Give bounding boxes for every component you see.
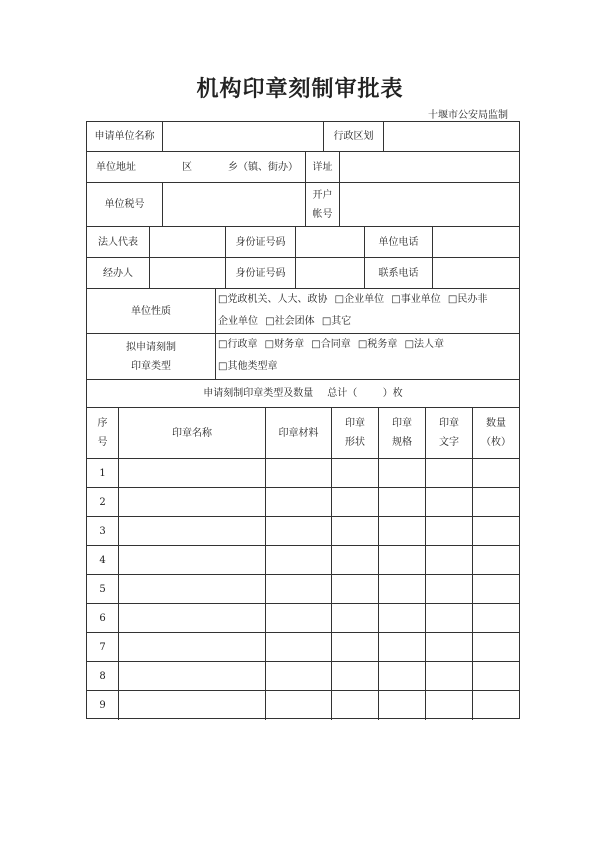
col-header-material: 印章材料 xyxy=(278,427,319,439)
account-label xyxy=(306,183,339,226)
seal-type-label-line2: 印章类型 xyxy=(131,360,171,372)
row-number: 8 xyxy=(99,670,106,682)
row-divider xyxy=(87,574,519,575)
seal-summary-total: 总计（ ）枚 xyxy=(327,388,403,399)
tax-field[interactable] xyxy=(163,183,305,226)
legal-rep-field[interactable] xyxy=(150,227,225,257)
account-field[interactable] xyxy=(340,183,519,226)
address-township: 乡（镇、街办） xyxy=(228,161,298,173)
handler-id-label: 身份证号码 xyxy=(235,267,286,279)
row-number: 7 xyxy=(99,641,106,653)
row-divider xyxy=(87,545,519,546)
row-number: 9 xyxy=(99,699,106,711)
row-divider xyxy=(87,458,519,459)
district-field[interactable] xyxy=(384,122,519,151)
unit-nature-label: 单位性质 xyxy=(131,305,171,317)
row-divider xyxy=(87,487,519,488)
contact-phone-field[interactable] xyxy=(433,258,519,288)
applicant-label: 申请单位名称 xyxy=(94,131,155,142)
col-header-no-line2: 号 xyxy=(97,437,108,448)
col-header-text-line1: 印章 xyxy=(439,418,459,429)
account-label-line1: 开户 xyxy=(312,189,333,201)
legal-rep-label: 法人代表 xyxy=(98,236,138,248)
col-header-shape xyxy=(332,408,378,458)
unit-phone-label: 单位电话 xyxy=(378,236,419,248)
seal-type-checkbox[interactable]: □ 其他类型章 xyxy=(218,361,277,372)
issuer-note: 十堰市公安局监制 xyxy=(428,110,508,121)
row-divider xyxy=(87,690,519,691)
row-divider xyxy=(87,632,519,633)
col-header-spec xyxy=(379,408,425,458)
col-header-spec-line1: 印章 xyxy=(392,418,412,429)
col-header-no xyxy=(87,408,118,458)
seal-type-label xyxy=(87,334,215,379)
tax-label: 单位税号 xyxy=(104,199,145,210)
nature-option-checkbox[interactable]: □ 民办非 xyxy=(448,294,487,305)
col-header-spec-line2: 规格 xyxy=(392,437,412,448)
address-district: 区 xyxy=(182,161,192,173)
seal-type-checkbox[interactable]: □ 财务章 xyxy=(265,339,304,350)
row-number: 1 xyxy=(99,467,106,479)
nature-option-checkbox[interactable]: □ 党政机关、人大、政协 xyxy=(218,294,327,305)
col-header-qty xyxy=(473,408,519,458)
seal-type-options xyxy=(218,334,518,378)
col-header-shape-line2: 形状 xyxy=(345,437,365,448)
nature-option-checkbox[interactable]: □ 事业单位 xyxy=(391,294,440,305)
col-header-name: 印章名称 xyxy=(172,427,212,439)
seal-type-checkbox[interactable]: □ 税务章 xyxy=(358,339,397,350)
seal-summary xyxy=(87,380,519,407)
row-number: 2 xyxy=(99,496,106,508)
address-label: 单位地址 xyxy=(96,161,136,173)
seal-type-checkbox[interactable]: □ 行政章 xyxy=(218,339,257,350)
col-header-text xyxy=(426,408,472,458)
nature-option-continuation: 企业单位 xyxy=(218,316,258,327)
col-header-qty-line1: 数量 xyxy=(486,418,506,429)
unit-phone-field[interactable] xyxy=(433,227,519,257)
nature-option-checkbox[interactable]: □ 社会团体 xyxy=(265,316,314,327)
district-label: 行政区划 xyxy=(333,131,374,142)
detail-label: 详址 xyxy=(312,161,333,173)
legal-rep-id-label: 身份证号码 xyxy=(235,236,286,248)
seal-type-checkbox[interactable]: □ 法人章 xyxy=(405,339,444,350)
detail-field[interactable] xyxy=(340,152,519,182)
form-title: 机构印章刻制审批表 xyxy=(196,77,404,102)
seal-summary-text: 申请刻制印章类型及数量 xyxy=(203,388,314,399)
seal-type-checkbox[interactable]: □ 合同章 xyxy=(311,339,350,350)
col-header-shape-line1: 印章 xyxy=(345,418,365,429)
handler-field[interactable] xyxy=(150,258,225,288)
legal-rep-id-field[interactable] xyxy=(296,227,364,257)
col-header-no-line1: 序 xyxy=(97,418,108,429)
row-number: 5 xyxy=(99,583,106,595)
applicant-field[interactable] xyxy=(163,122,323,151)
handler-id-field[interactable] xyxy=(296,258,364,288)
nature-option-checkbox[interactable]: □ 其它 xyxy=(322,316,351,327)
col-header-qty-line2: （枚） xyxy=(481,437,511,448)
col-divider xyxy=(215,288,216,379)
row-number: 6 xyxy=(99,612,106,624)
row-divider xyxy=(87,603,519,604)
handler-label: 经办人 xyxy=(103,267,133,279)
contact-phone-label: 联系电话 xyxy=(378,267,419,279)
account-label-line2: 帐号 xyxy=(312,208,333,220)
unit-nature-options xyxy=(218,289,518,333)
row-divider xyxy=(87,516,519,517)
seal-type-label-line1: 拟申请刻制 xyxy=(126,341,176,353)
nature-option-checkbox[interactable]: □ 企业单位 xyxy=(335,294,384,305)
col-header-text-line2: 文字 xyxy=(439,437,459,448)
row-number: 3 xyxy=(99,525,106,537)
approval-form xyxy=(86,121,520,719)
row-number: 4 xyxy=(99,554,106,566)
row-divider xyxy=(87,661,519,662)
